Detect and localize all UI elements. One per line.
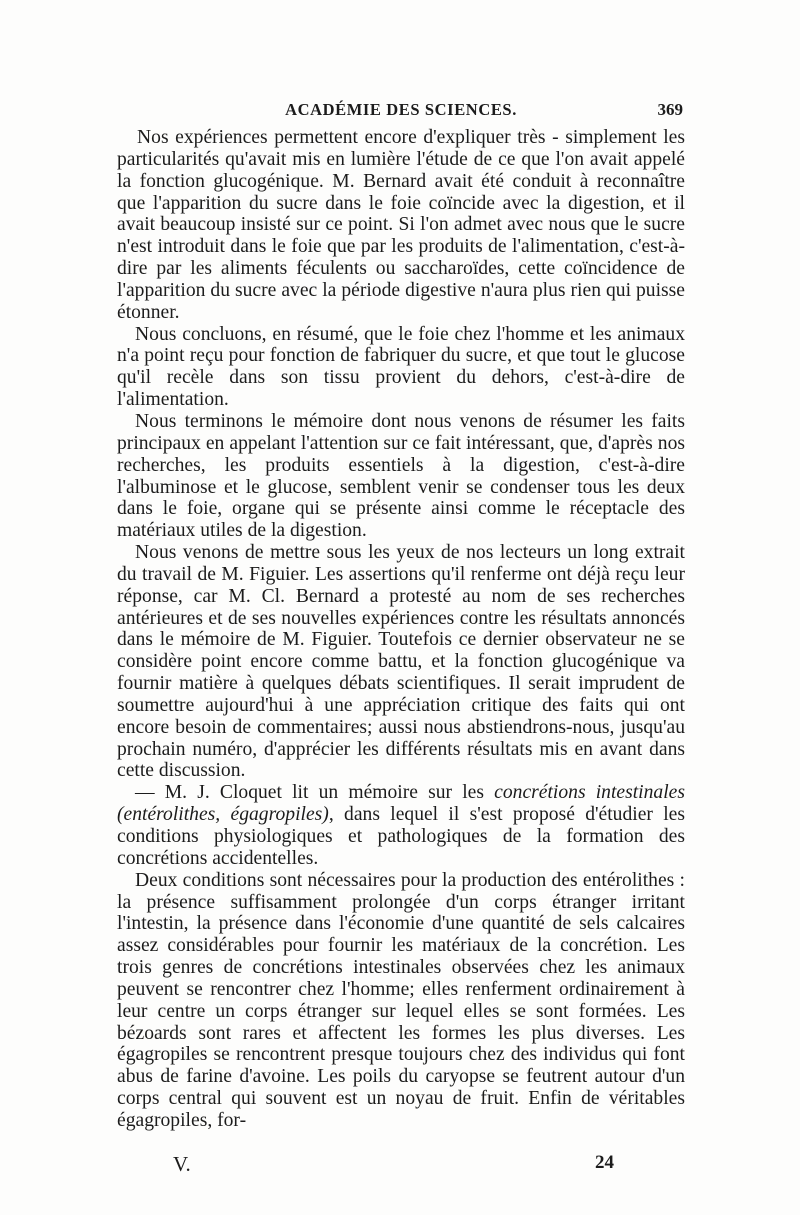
paragraph-6: Deux conditions sont nécessaires pour la production des entérolithes : la présence suffisamment prolongée d'un corps étranger irritant l'intestin, la présence dans l'économie d'une quantité de sels calcaires assez considérables pour fournir les matériaux de la concrétion. Les trois genres de concrétions intestinales observées chez les animaux peuvent se rencontrer chez l'homme; elles renferment ordinairement à leur centre un corps étranger sur lequel elles se sont formées. Les bézoards sont rares et affectent les formes les plus diverses. Les égagropiles se rencontrent presque toujours chez des individus qui font abus de farine d'avoine. Les poils du caryopse se feutrent autour d'un corps central qui souvent est un noyau de fruit. Enfin de véritables égagropiles, for- [117, 869, 685, 1131]
paragraph-5-italic-term: concrétions intestinales (entérolithes, égagropiles) [117, 782, 685, 826]
paragraph-4: Nous venons de mettre sous les yeux de nos lecteurs un long extrait du travail de M. Figuier. Les assertions qu'il renferme ont déjà reçu leur réponse, car M. Cl. Bernard a protesté au nom de ses recherches antérieures et de ses nouvelles expériences contre les résultats annoncés dans le mémoire de M. Figuier. Toutefois ce dernier observateur ne se considère point encore comme battu, et la fonction glucogénique va fournir matière à quelques débats scientifiques. Il serait imprudent de soumettre aujourd'hui à une appréciation critique des faits qui ont encore besoin de commentaires; aussi nous abstiendrons-nous, jusqu'au prochain numéro, d'apprécier les différents résultats mis en avant dans cette discussion. [117, 542, 685, 782]
paragraph-5-rest: , dans lequel il s'est proposé d'étudier les conditions physiologiques et pathologiques de la formation des concrétions accidentelles. [117, 804, 685, 869]
running-head: ACADÉMIE DES SCIENCES. [285, 100, 517, 119]
paragraph-2: Nous concluons, en résumé, que le foie chez l'homme et les animaux n'a point reçu pour fonction de fabriquer du sucre, et que tout le glucose qu'il recèle dans son tissu provient du dehors, c'est-à-dire de l'alimentation. [117, 323, 685, 411]
paragraph-1: Nos expériences permettent encore d'expliquer très - simplement les particularités qu'avait mis en lumière l'étude de ce que l'on avait appelé la fonction glucogénique. M. Bernard avait été conduit à reconnaître que l'apparition du sucre dans le foie coïncide avec la digestion, et il avait beaucoup insisté sur ce point. Si l'on admet avec nous que le sucre n'est introduit dans le foie que par les produits de l'alimentation, c'est-à-dire par les aliments féculents ou saccharoïdes, cette coïncidence de l'apparition du sucre avec la période digestive n'aura plus rien qui puisse étonner. [117, 127, 685, 323]
page-number: 369 [657, 100, 683, 119]
body-text [117, 127, 685, 1132]
paragraph-3: Nous terminons le mémoire dont nous venons de résumer les faits principaux en appelant l'attention sur ce fait intéressant, que, d'après nos recherches, les produits essentiels à la digestion, c'est-à-dire l'albuminose et le glucose, semblent venir se condenser tous les deux dans le foie, organe qui se présente ainsi comme le réceptacle des matériaux utiles de la digestion. [117, 410, 685, 542]
signature-number: 24 [595, 1152, 614, 1173]
page-header [117, 100, 685, 126]
page-footer [117, 1152, 685, 1180]
paragraph-5-lead: — M. J. Cloquet lit un mémoire sur les [135, 782, 495, 804]
paragraph-5 [117, 782, 685, 869]
signature-mark: V. [173, 1152, 191, 1176]
